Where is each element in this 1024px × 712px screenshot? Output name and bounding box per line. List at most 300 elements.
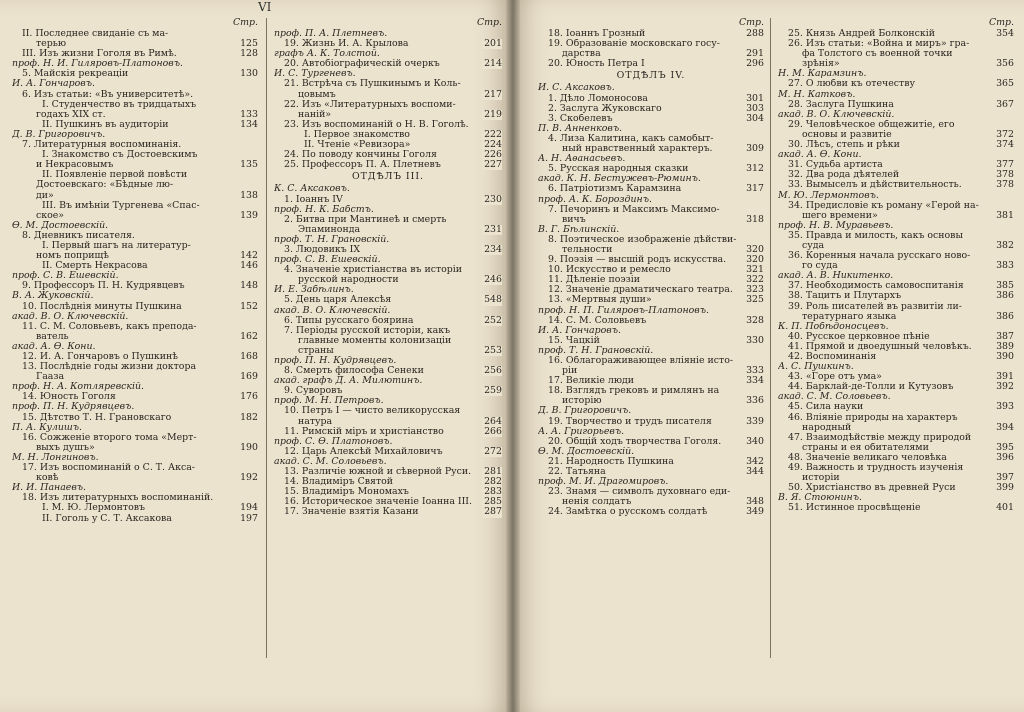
contents-entry (538, 104, 764, 114)
author-heading (12, 312, 258, 322)
page-reference: 392 (996, 382, 1014, 393)
entry-title: 39. Роль писателей въ развитіи ли- (788, 301, 962, 312)
page-reference: 365 (996, 79, 1014, 90)
author-heading (12, 79, 258, 89)
contents-entry (12, 302, 258, 312)
entry-title: I. М. Ю. Лермонтовъ (42, 503, 146, 514)
contents-entry-continuation (12, 39, 258, 49)
entry-title: И. С. Тургеневъ. (274, 69, 356, 80)
page-reference: 224 (484, 140, 502, 151)
page-reference: 231 (484, 224, 502, 235)
contents-entry-continuation (778, 59, 1014, 69)
contents-entry (538, 356, 764, 366)
book-spine (506, 0, 520, 712)
contents-entry-continuation (778, 443, 1014, 453)
page-reference: 334 (746, 376, 764, 387)
contents-entry (778, 433, 1014, 443)
contents-entry (12, 352, 258, 362)
entry-title: го суда (802, 261, 838, 272)
page-reference: 322 (746, 275, 764, 286)
author-heading (274, 184, 502, 194)
contents-entry (778, 29, 1014, 39)
author-heading (12, 342, 258, 352)
entry-title: ковѣ (36, 473, 59, 484)
entry-title: проф. Н. И. Гиляровъ-Платоновъ. (12, 59, 183, 70)
author-heading (12, 423, 258, 433)
entry-title: 8. Поэтическое изображеніе дѣйстви- (548, 234, 737, 245)
entry-title: 14. Владиміръ Святой (284, 477, 394, 488)
page-reference: 139 (240, 210, 258, 221)
entry-title: 34. Предисловіе къ роману «Герой на- (788, 200, 979, 211)
entry-title: 14. С. М. Соловьевъ (548, 315, 647, 326)
contents-subentry (12, 120, 258, 130)
entry-title: 13. Различіе южной и сѣверной Руси. (284, 467, 472, 478)
entry-title: 9. Профессоръ П. Н. Кудрявцевъ (22, 281, 185, 292)
entry-title: акад. С. М. Соловьевъ. (274, 456, 387, 467)
contents-entry (538, 235, 764, 245)
page-reference: 391 (996, 372, 1014, 383)
author-heading (12, 453, 258, 463)
entry-title: В. Я. Стоюнинъ. (778, 493, 862, 504)
entry-title: 46. Вліяніе природы на характеръ (788, 412, 958, 423)
contents-entry (12, 90, 258, 100)
contents-entry (538, 114, 764, 124)
contents-entry (778, 483, 1014, 493)
entry-title: ный нравственный характеръ. (562, 144, 713, 155)
entry-title: проф. С. Ѳ. Платоновъ. (274, 436, 393, 447)
entry-title: 17. Изъ воспоминаній о С. Т. Акса- (22, 463, 195, 474)
entry-title: 12. И. А. Гончаровъ о Пушкинѣ (22, 352, 178, 362)
entry-title: К. С. Аксаковъ. (274, 184, 350, 195)
author-heading (274, 356, 502, 366)
page-reference: 162 (240, 331, 258, 342)
entry-title: акад. В. О. Ключевскій. (778, 109, 895, 120)
contents-entry-continuation (12, 332, 258, 342)
entry-title: 16. Историческое значеніе Іоанна III. (284, 497, 472, 508)
author-heading (12, 402, 258, 412)
entry-title: акад. В. О. Ключевскій. (12, 311, 129, 322)
contents-entry-continuation (778, 423, 1014, 433)
page-reference: 148 (240, 281, 258, 292)
author-heading (538, 124, 764, 134)
entry-title: 42. Воспоминанія (788, 352, 877, 362)
author-heading (778, 493, 1014, 503)
contents-entry (538, 417, 764, 427)
page-reference: 168 (240, 352, 258, 362)
page-reference: 230 (484, 194, 502, 205)
author-heading (778, 69, 1014, 79)
contents-entry (274, 245, 502, 255)
contents-entry (778, 231, 1014, 241)
contents-entry (538, 285, 764, 295)
contents-subentry (274, 130, 502, 140)
author-heading (778, 150, 1014, 160)
author-heading (538, 174, 764, 184)
page-reference: 382 (996, 240, 1014, 251)
entry-title: 20. Автобіографическій очеркъ (284, 59, 440, 70)
entry-title: ненія солдатъ (562, 497, 632, 508)
page-reference: 374 (996, 140, 1014, 151)
contents-entry (12, 140, 258, 150)
entry-title: II. Смерть Некрасова (42, 261, 148, 272)
contents-entry (538, 316, 764, 326)
contents-entry-continuation (778, 473, 1014, 483)
contents-entry (778, 180, 1014, 190)
entry-title: 21. Встрѣча съ Пушкинымъ и Коль- (284, 79, 461, 90)
author-heading (778, 221, 1014, 231)
page-reference: 340 (746, 436, 764, 447)
page-reference: 222 (484, 129, 502, 140)
entry-title: проф. С. В. Ешевскій. (12, 271, 119, 282)
entry-title: русской народности (298, 275, 399, 286)
entry-title: 10. Искусство и ремесло (548, 265, 671, 276)
entry-title: III. Изъ жизни Гоголя въ Римѣ. (22, 49, 177, 60)
page-reference: 283 (484, 487, 502, 498)
entry-title: проф. П. Н. Кудрявцевъ. (274, 356, 397, 366)
contents-entry (274, 477, 502, 487)
contents-entry-continuation (778, 241, 1014, 251)
page-reference: 133 (240, 109, 258, 120)
entry-title: 25. Профессоръ П. А. Плетневъ (284, 160, 441, 171)
contents-entry (12, 463, 258, 473)
page-reference: 399 (996, 483, 1014, 494)
entry-title: проф. П. Н. Кудрявцевъ. (12, 402, 135, 413)
page-reference: 192 (240, 473, 258, 484)
author-heading (274, 235, 502, 245)
contents-entry (538, 467, 764, 477)
entry-title: 50. Христіанство въ древней Руси (788, 483, 956, 494)
entry-title: 22. Изъ «Литературныхъ воспоми- (284, 99, 456, 110)
page-reference: 226 (484, 150, 502, 161)
contents-entry (274, 316, 502, 326)
page-reference: 339 (746, 416, 764, 427)
contents-entry (12, 322, 258, 332)
page-reference: 264 (484, 416, 502, 427)
contents-entry-continuation (12, 110, 258, 120)
entry-title: страны и ея обитателями (802, 442, 929, 453)
contents-entry-continuation (778, 211, 1014, 221)
page-reference: 281 (484, 467, 502, 478)
entry-title: графъ А. К. Толстой. (274, 49, 380, 60)
contents-entry (778, 100, 1014, 110)
entry-title: тературнаго языка (802, 311, 897, 322)
contents-entry (274, 265, 502, 275)
entry-title: 25. Князь Андрей Болконскій (788, 29, 936, 39)
entry-title: 4. Лиза Калитина, какъ самобыт- (548, 133, 714, 144)
entry-title: Ѳ. М. Достоевскій. (538, 446, 635, 457)
page-reference: 169 (240, 372, 258, 383)
page-reference: 282 (484, 477, 502, 488)
entry-title: 8. Дневникъ писателя. (22, 230, 135, 241)
page-reference: 219 (484, 109, 502, 120)
contents-entry-continuation (12, 160, 258, 170)
entry-title: 19. Жизнь И. А. Крылова (284, 39, 409, 50)
entry-title: 23. Знамя — символъ духовнаго еди- (548, 487, 731, 498)
contents-column (778, 18, 1014, 514)
page-reference: 395 (996, 442, 1014, 453)
contents-entry (274, 160, 502, 170)
author-heading (12, 59, 258, 69)
contents-entry-continuation (274, 417, 502, 427)
entry-title: акад. А. Ѳ. Кони. (12, 341, 96, 352)
page-reference: 152 (240, 301, 258, 312)
author-heading (538, 225, 764, 235)
page-reference: 312 (746, 164, 764, 175)
contents-entry (538, 59, 764, 69)
entry-title: 17. Значеніе взятія Казани (284, 507, 419, 518)
author-heading (274, 285, 502, 295)
entry-title: I. Первое знакомство (304, 129, 410, 140)
contents-entry (274, 467, 502, 477)
contents-entry (538, 39, 764, 49)
contents-entry-continuation (12, 372, 258, 382)
entry-title: И. С. Аксаковъ. (538, 83, 615, 94)
page-reference: 134 (240, 119, 258, 130)
entry-title: 1. Дѣло Ломоносова (548, 93, 648, 104)
entry-title: номъ поприщѣ (36, 251, 109, 262)
author-heading (538, 447, 764, 457)
author-heading (274, 376, 502, 386)
entry-title: 6. Патріотизмъ Карамзина (548, 184, 682, 195)
page-reference: 125 (240, 39, 258, 50)
entry-title: И. А. Гончаровъ. (538, 325, 621, 336)
page-reference: 383 (996, 261, 1014, 272)
page-reference: 386 (996, 311, 1014, 322)
entry-title: 9. Суворовъ (284, 386, 343, 397)
entry-title: А. Н. Аѳанасьевъ. (538, 154, 626, 165)
entry-title: проф. Н. К. Бабстъ. (274, 204, 374, 215)
contents-entry (538, 487, 764, 497)
contents-entry (778, 463, 1014, 473)
entry-title: 47. Взаимодѣйствіе между природой (788, 432, 972, 443)
page-reference: 296 (746, 59, 764, 70)
contents-entry (778, 503, 1014, 513)
entry-title: суда (802, 240, 825, 251)
entry-title: дарства (562, 49, 601, 60)
entry-title: 11. Дѣленіе поэзіи (548, 275, 640, 286)
contents-entry (538, 457, 764, 467)
contents-entry (12, 362, 258, 372)
entry-title: главные моменты колонизаціи (298, 335, 452, 346)
contents-entry-continuation (538, 245, 764, 255)
page-reference: 372 (996, 129, 1014, 140)
entry-title: Эпаминонда (298, 224, 361, 235)
entry-title: 45. Сила науки (788, 402, 864, 413)
entry-title: В. Г. Бѣлинскій. (538, 224, 620, 235)
entry-title: II. Появленіе первой повѣсти (42, 170, 188, 181)
contents-entry (274, 487, 502, 497)
contents-entry-continuation (274, 336, 502, 346)
entry-title: 18. Іоаннъ Грозный (548, 29, 646, 39)
author-heading (538, 326, 764, 336)
page-reference: 317 (746, 184, 764, 195)
page-reference: 214 (484, 59, 502, 70)
contents-entry (778, 402, 1014, 412)
page-reference: 259 (484, 386, 502, 397)
entry-title: 48. Значеніе великаго человѣка (788, 452, 947, 463)
page-reference: 386 (996, 291, 1014, 302)
page-column-header: Стр. (476, 17, 502, 28)
entry-title: проф. Н. В. Муравьевъ. (778, 220, 894, 231)
page-reference: 301 (746, 93, 764, 104)
entry-title: годахъ XIX ст. (36, 109, 106, 120)
page-reference: 393 (996, 402, 1014, 413)
entry-title: 41. Прямой и двоедушный человѣкъ. (788, 341, 972, 352)
author-heading (778, 392, 1014, 402)
entry-title: 22. Татьяна (548, 467, 606, 478)
page-reference: 266 (484, 426, 502, 437)
author-heading (12, 271, 258, 281)
entry-title: 15. Чацкій (548, 335, 600, 346)
entry-title: страны (298, 345, 334, 356)
page-number: VI (258, 0, 272, 14)
entry-title: фа Толстого съ военной точки (802, 49, 953, 60)
entry-title: ОТДѢЛЪ IV. (616, 71, 686, 82)
entry-title: 15. Владиміръ Мономахъ (284, 487, 409, 498)
entry-title: 5. День царя Алексѣя (284, 295, 392, 306)
entry-title: 12. Царь Алексѣй Михайловичъ (284, 446, 443, 457)
entry-title: 19. Творчество и трудъ писателя (548, 416, 712, 427)
contents-entry (538, 134, 764, 144)
entry-title: акад. А. В. Никитенко. (778, 271, 894, 282)
entry-title: 5. Русская народныя сказки (548, 164, 689, 175)
entry-title: 23. Изъ воспоминаній о Н. В. Гоголѣ. (284, 119, 469, 130)
entry-title: 35. Правда и милость, какъ основы (788, 230, 963, 241)
page-reference: 342 (746, 456, 764, 467)
page-reference: 291 (746, 49, 764, 60)
author-heading (12, 130, 258, 140)
contents-column (12, 18, 258, 524)
contents-entry (778, 332, 1014, 342)
contents-entry (538, 295, 764, 305)
entry-title: М. Ю. Лермонтовъ. (778, 190, 879, 201)
entry-title: 15. Дѣтство Т. Н. Грановскаго (22, 412, 172, 423)
contents-entry (778, 39, 1014, 49)
page-reference: 217 (484, 89, 502, 100)
entry-title: 6. Изъ статьи: «Въ университетѣ». (22, 89, 194, 100)
contents-subentry (12, 100, 258, 110)
page-reference: 246 (484, 275, 502, 286)
contents-entry (538, 376, 764, 386)
entry-title: 33. Вымыселъ и дѣйствительность. (788, 180, 962, 191)
contents-entry (12, 49, 258, 59)
contents-entry (274, 100, 502, 110)
author-heading (12, 382, 258, 392)
contents-entry-continuation (538, 396, 764, 406)
entry-title: проф. Т. Н. Грановскій. (274, 234, 390, 245)
entry-title: акад. К. Н. Бестужевъ-Рюминъ. (538, 174, 701, 185)
entry-title: 30. Лѣсъ, степь и рѣки (788, 140, 900, 151)
entry-title: 16. Облагораживающее вліяніе исто- (548, 356, 734, 366)
entry-title: М. Н. Лонгиновъ. (12, 452, 99, 463)
section-heading (538, 71, 764, 81)
page-reference: 304 (746, 113, 764, 124)
contents-entry (274, 295, 502, 305)
contents-entry-continuation (12, 443, 258, 453)
contents-entry (12, 413, 258, 423)
contents-entry-continuation (538, 215, 764, 225)
page-reference: 401 (996, 503, 1014, 514)
page-reference: 197 (240, 513, 258, 524)
entry-title: 38. Тацитъ и Плутархъ (788, 291, 902, 302)
entry-title: Д. В. Григоровичъ. (12, 129, 106, 140)
entry-title: 21. Народность Пушкина (548, 456, 674, 467)
entry-title: акад. А. Ѳ. Кони. (778, 150, 862, 161)
page-reference: 135 (240, 160, 258, 171)
page-reference: 252 (484, 315, 502, 326)
author-heading (538, 477, 764, 487)
entry-title: 18. Взглядъ грековъ и римлянъ на (548, 386, 720, 397)
entry-title: акад. В. О. Ключевскій. (274, 305, 391, 316)
contents-entry-continuation (12, 211, 258, 221)
page-reference: 128 (240, 49, 258, 60)
contents-entry-continuation (778, 312, 1014, 322)
entry-title: И. Е. Забѣлинъ. (274, 285, 354, 296)
column-divider (770, 18, 771, 658)
author-heading (538, 346, 764, 356)
contents-subentry (274, 140, 502, 150)
entry-title: 11. Римскій міръ и христіанство (284, 426, 444, 437)
contents-entry (12, 493, 258, 503)
entry-title: 26. Изъ статьи: «Война и миръ» гра- (788, 39, 970, 50)
contents-entry (538, 184, 764, 194)
contents-subentry (12, 514, 258, 524)
page-reference: 320 (746, 255, 764, 266)
contents-entry (274, 497, 502, 507)
entry-title: основы и развитіе (802, 129, 892, 140)
author-heading (538, 83, 764, 93)
contents-entry (274, 427, 502, 437)
entry-title: Д. В. Григоровичъ. (538, 406, 632, 417)
contents-entry (274, 326, 502, 336)
page-reference: 377 (996, 160, 1014, 171)
entry-title: И. И. Панаевъ. (12, 483, 87, 494)
contents-entry-continuation (274, 346, 502, 356)
contents-entry (778, 382, 1014, 392)
entry-title: зрѣнія» (802, 59, 840, 70)
contents-entry-continuation (274, 275, 502, 285)
entry-title: ди» (36, 190, 54, 201)
contents-entry (12, 281, 258, 291)
page-reference: 354 (996, 29, 1014, 39)
author-heading (12, 221, 258, 231)
page-reference: 309 (746, 144, 764, 155)
author-heading (778, 271, 1014, 281)
page-reference: 194 (240, 503, 258, 514)
page-reference: 190 (240, 442, 258, 453)
contents-subentry (12, 241, 258, 251)
entry-title: проф. П. А. Плетневъ. (274, 29, 388, 39)
author-heading (274, 49, 502, 59)
contents-entry (274, 79, 502, 89)
contents-entry (12, 69, 258, 79)
contents-entry (274, 386, 502, 396)
entry-title: П. В. Анненковъ. (538, 123, 623, 134)
contents-entry-continuation (12, 191, 258, 201)
page-reference: 367 (996, 99, 1014, 110)
contents-entry (12, 231, 258, 241)
entry-title: 1. Іоаннъ IV (284, 194, 343, 205)
entry-title: 4. Значеніе христіанства въ исторіи (284, 265, 463, 276)
entry-title: проф. М. Н. Петровъ. (274, 396, 384, 407)
entry-title: проф. Н. П. Гиляровъ-Платоновъ. (538, 305, 709, 316)
contents-column (274, 18, 502, 518)
author-heading (778, 362, 1014, 372)
entry-title: 14. Юность Гоголя (22, 392, 116, 403)
contents-entry (274, 406, 502, 416)
entry-title: 10. Петръ I — чисто великорусская (284, 406, 461, 417)
contents-entry (538, 437, 764, 447)
